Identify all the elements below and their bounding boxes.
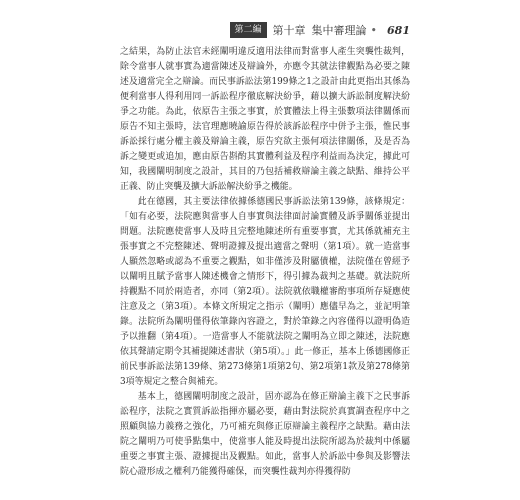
page-number: 681 [387,23,410,37]
paragraph-2: 此在德國，其主要法律依據係德國民事訴訟法第139條，該條規定：「如有必要，法院應與當事人自事實與法律面討論實體及訴爭關係並提出問題。法院應使當事人及時且完整地陳述所有重要事實，尤其係就補充主張事實之不完整陳述、聲明證據及提出適當之聲明（第1項）。就一造當事人顯然忽略或認為不重要之觀點，如非僅涉及附屬債權，法院僅在曾經予以闡明且賦予當事人陳述機會之情形下，得引據為裁判之基礎。就法院所持觀點不同於兩造者，亦同（第2項）。法院就依職權審酌事項所存疑應使注意及之（第3項）。本條文所規定之指示（闡明）應儘早為之，並記明筆錄。法院所為闡明僅得依筆錄內容證之，對於筆錄之內容僅得以證明偽造予以推翻（第4項）。一造當事人不能就法院之闡明為立即之陳述，法院應依其聲請定期令其補提陳述書狀（第5項）。」此一修正，基本上係德國修正前民事訴訟法第139條、第273條第1項第2句、第2項第1款及第278條第3項等規定之整合與補充。 [120,197,410,387]
chapter-title: 集中審理論 [311,24,367,37]
part-label: 第二編 [230,22,267,38]
header-separator: • [370,23,378,37]
paragraph-3: 基本上，德國闡明制度之設計，固亦認為在修正辯論主義下之民事訴訟程序，法院之實質訴訟指揮亦屬必要，藉由對法院於真實調查程序中之照顧與協力義務之強化，乃可補充與修正原辯論主義程序之缺點。藉由法院之闡明乃可使爭點集中，使當事人能及時提出法院所認為於裁判中係屬重要之事實主張、證據提出及觀點。如此，當事人於訴訟中參與及影響法院心證形成之權利乃能獲得確保，而突襲性裁判亦得獲得防 [120,392,410,477]
paragraph-1: 之結果，為防止法官未經闡明違反適用法律而對當事人產生突襲性裁判，除令當事人就事實為適當陳述及辯論外，亦應令其就法律觀點為必要之陳述及適當完全之辯論。而民事訴訟法第199條之1之設計由此更指出其係為便利當事人得利用同一訴訟程序徹底解決紛爭，藉以擴大訴訟制度解決紛爭之功能。為此，依原告主張之事實，於實體法上得主張數項法律關係而原告不知主張時，法官理應曉諭原告得於該訴訟程序中併予主張，惟民事訴訟採行處分權主義及辯論主義，原告究欲主張何項法律關係，及是否為訴之變更或追加，應由原告斟酌其實體利益及程序利益而為決定，據此可知，我國闡明制度之設計，其目的乃包括補救辯論主義之缺點、維持公平正義、防止突襲及擴大訴訟解決紛爭之機能。 [120,47,410,192]
body-text [120,45,410,480]
running-header [230,22,410,38]
chapter-label: 第十章 [272,24,306,37]
